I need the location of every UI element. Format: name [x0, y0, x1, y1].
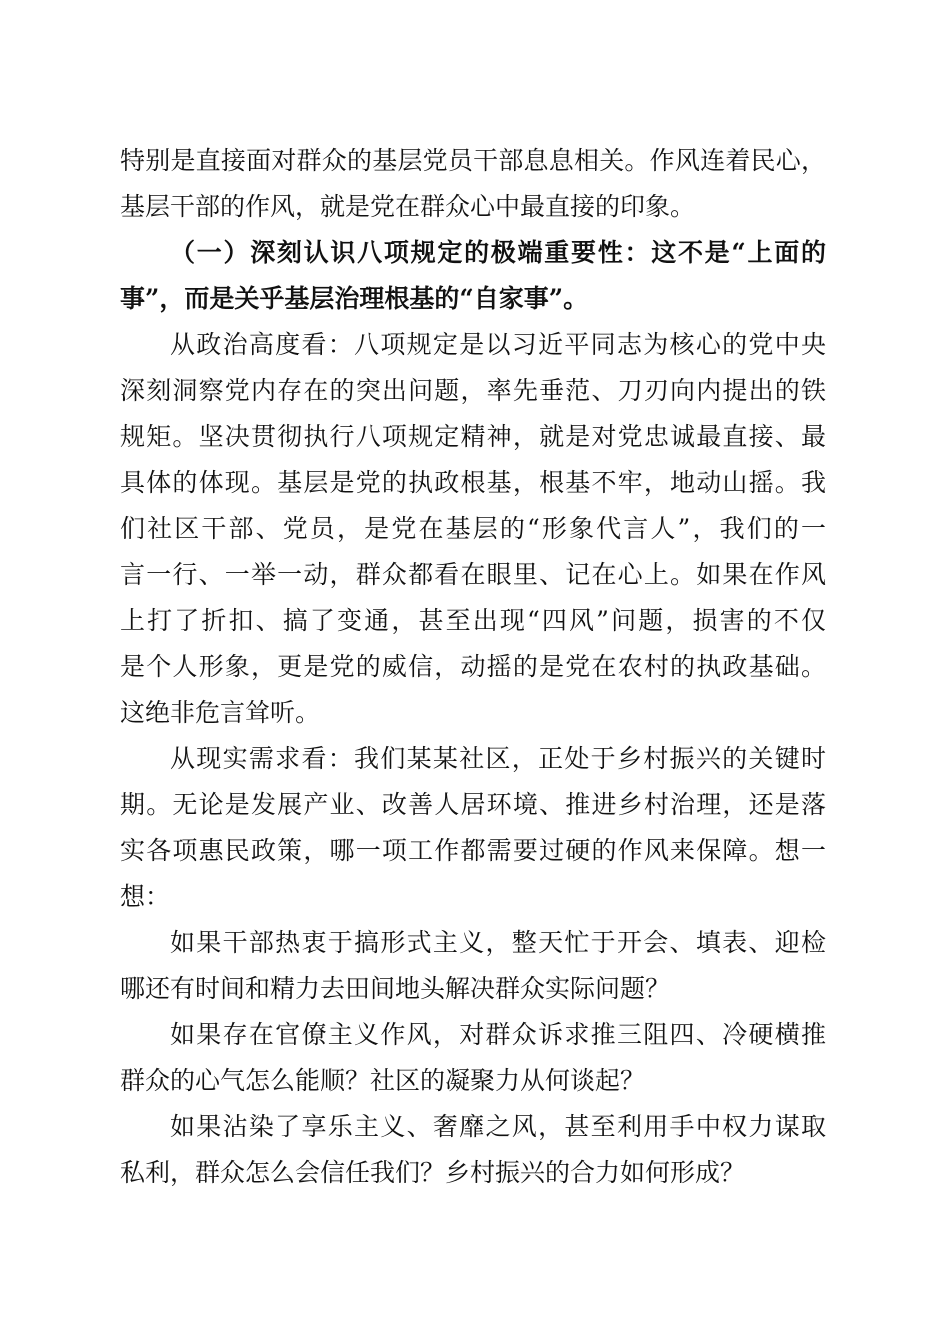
- document-page: [120, 138, 826, 1196]
- paragraph-line: 基层干部的作风，就是党在群众心中最直接的印象。: [120, 192, 696, 221]
- paragraph-line: 实各项惠民政策，哪一项工作都需要过硬的作风来保障。想一: [120, 836, 826, 865]
- paragraph-line: 从政治高度看：八项规定是以习近平同志为核心的党中央: [170, 330, 826, 359]
- paragraph-line: 这绝非危言耸听。: [120, 698, 321, 727]
- paragraph: [120, 1104, 826, 1196]
- paragraph: [120, 138, 826, 230]
- paragraph-line: 规矩。坚决贯彻执行八项规定精神，就是对党忠诚最直接、最: [120, 422, 826, 451]
- paragraph-line: 从现实需求看：我们某某社区，正处于乡村振兴的关键时: [170, 744, 826, 773]
- paragraph-line: 如果存在官僚主义作风，对群众诉求推三阻四、冷硬横推: [170, 1020, 826, 1049]
- paragraph-line: 想：: [120, 882, 171, 911]
- paragraph-line: 群众的心气怎么能顺？社区的凝聚力从何谈起？: [120, 1066, 646, 1095]
- paragraph-line: 如果沾染了享乐主义、奢靡之风，甚至利用手中权力谋取: [170, 1112, 826, 1141]
- paragraph-line: 期。无论是发展产业、改善人居环境、推进乡村治理，还是落: [120, 790, 826, 819]
- paragraph: [120, 322, 826, 736]
- paragraph-line: 私利，群众怎么会信任我们？乡村振兴的合力如何形成？: [120, 1158, 746, 1187]
- paragraph-line: 上打了折扣、搞了变通，甚至出现“四风”问题，损害的不仅: [120, 606, 826, 635]
- paragraph-line: 具体的体现。基层是党的执政根基，根基不牢，地动山摇。我: [120, 468, 826, 497]
- paragraph-line: 如果干部热衷于搞形式主义，整天忙于开会、填表、迎检: [170, 928, 826, 957]
- heading-line: （一）深刻认识八项规定的极端重要性：这不是“上面的: [170, 238, 826, 267]
- paragraph-line: 们社区干部、党员，是党在基层的“形象代言人”，我们的一: [120, 514, 826, 543]
- paragraph: [120, 1012, 826, 1104]
- heading-line: 事”，而是关乎基层治理根基的“自家事”。: [120, 284, 589, 313]
- paragraph: [120, 920, 826, 1012]
- paragraph-line: 哪还有时间和精力去田间地头解决群众实际问题？: [120, 974, 671, 1003]
- paragraph: [120, 736, 826, 920]
- paragraph-line: 特别是直接面对群众的基层党员干部息息相关。作风连着民心，: [120, 146, 826, 175]
- paragraph-line: 深刻洞察党内存在的突出问题，率先垂范、刀刃向内提出的铁: [120, 376, 826, 405]
- paragraph-line: 是个人形象，更是党的威信，动摇的是党在农村的执政基础。: [120, 652, 826, 681]
- paragraph-line: 言一行、一举一动，群众都看在眼里、记在心上。如果在作风: [120, 560, 826, 589]
- section-heading: [120, 230, 826, 322]
